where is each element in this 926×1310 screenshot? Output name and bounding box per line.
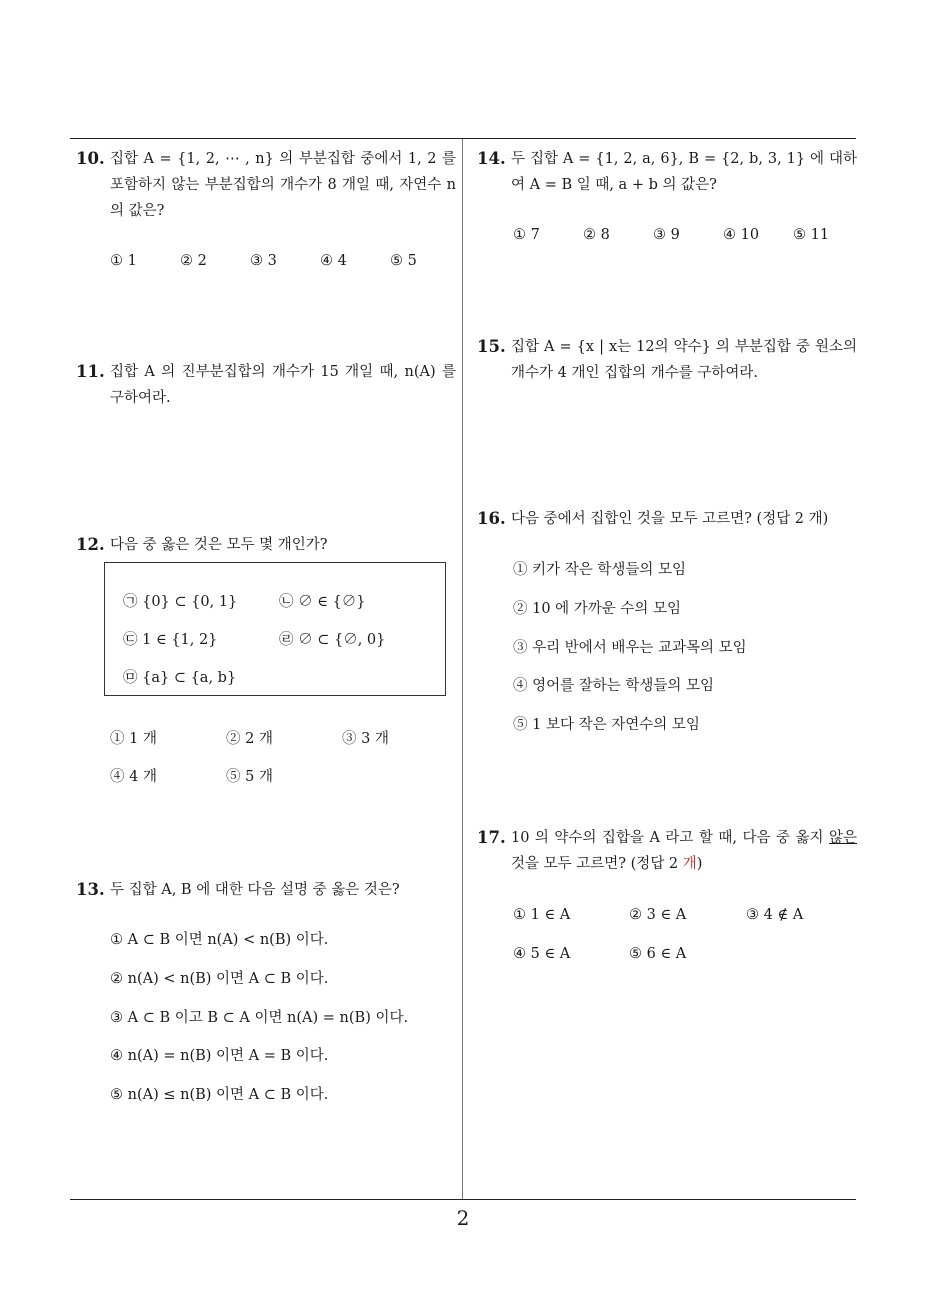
question-text: 집합 A = {x | x는 12의 약수} 의 부분집합 중 원소의 개수가 4 개인 집합의 개수를 구하여라. [511, 339, 857, 381]
question-text: 다음 중 옳은 것은 모두 몇 개인가? [110, 537, 328, 553]
choice-5[interactable]: ⑤ 5 개 [226, 769, 273, 785]
choice-3[interactable]: ③ 9 [653, 227, 680, 243]
question-13-choices [110, 929, 408, 1123]
question-text: 다음 중에서 집합인 것을 모두 고르면? (정답 2 개) [511, 511, 829, 527]
question-text: 두 집합 A, B 에 대한 다음 설명 중 옳은 것은? [110, 882, 400, 898]
question-number: 14. [477, 149, 506, 168]
choice-1[interactable]: ① 7 [513, 227, 540, 243]
statement-item: ㉢ 1 ∈ {1, 2} [123, 632, 218, 648]
question-text: 집합 A 의 진부분집합의 개수가 15 개일 때, n(A) 를 구하여라. [110, 364, 456, 406]
choice-4[interactable]: ④ 5 ∈ A [513, 946, 571, 962]
red-mark: 개 [682, 856, 697, 872]
question-number: 13. [76, 880, 105, 899]
choice-3[interactable]: ③ A ⊂ B 이고 B ⊂ A 이면 n(A) = n(B) 이다. [110, 1009, 409, 1026]
top-rule [70, 138, 856, 139]
question-number: 15. [477, 337, 506, 356]
choice-2[interactable]: ② 3 ∈ A [629, 907, 687, 923]
choice-1[interactable]: ① 1 개 [110, 731, 157, 747]
question-number: 10. [76, 149, 105, 168]
choice-4[interactable]: ④ 10 [723, 227, 760, 243]
statement-item: ㉣ ∅ ⊂ {∅, 0} [279, 632, 386, 648]
statement-item: ㉤ {a} ⊂ {a, b} [123, 670, 237, 686]
choice-1[interactable]: ① 1 ∈ A [513, 907, 571, 923]
statement-item: ㉡ ∅ ∈ {∅} [279, 594, 366, 610]
underlined-emphasis: 않은 [828, 830, 857, 846]
question-text-part: 10 의 약수의 집합을 A 라고 할 때, 다음 중 옳지 [511, 830, 829, 846]
page-number: 2 [456, 1206, 470, 1230]
question-number: 12. [76, 535, 105, 554]
choice-1[interactable]: ① 키가 작은 학생들의 모임 [513, 562, 687, 578]
question-16 [477, 506, 857, 532]
choice-1[interactable]: ① A ⊂ B 이면 n(A) < n(B) 이다. [110, 932, 329, 948]
choice-5[interactable]: ⑤ 11 [793, 227, 830, 243]
question-13 [76, 877, 456, 903]
choice-3[interactable]: ③ 4 ∉ A [746, 907, 804, 923]
question-17 [477, 825, 857, 877]
choice-5[interactable]: ⑤ 1 보다 작은 자연수의 모임 [513, 717, 700, 734]
question-text-part: 것을 모두 고르면? (정답 2 [511, 856, 683, 872]
choice-2[interactable]: ② n(A) < n(B) 이면 A ⊂ B 이다. [110, 970, 329, 987]
question-text [511, 825, 857, 877]
question-text-part: ) [696, 856, 703, 872]
choice-2[interactable]: ② 8 [583, 227, 610, 243]
choice-3[interactable]: ③ 우리 반에서 배우는 교과목의 모임 [513, 639, 747, 656]
choice-4[interactable]: ④ 영어를 잘하는 학생들의 모임 [513, 678, 715, 695]
choice-3[interactable]: ③ 3 [250, 253, 277, 269]
choice-5[interactable]: ⑤ 6 ∈ A [629, 946, 687, 962]
question-number: 16. [477, 509, 506, 528]
bottom-rule [70, 1199, 856, 1200]
column-divider [462, 139, 463, 1199]
choice-5[interactable]: ⑤ 5 [390, 253, 417, 269]
choice-2[interactable]: ② 2 개 [226, 731, 273, 747]
choice-2[interactable]: ② 2 [180, 253, 207, 269]
choice-1[interactable]: ① 1 [110, 253, 137, 269]
question-16-choices [513, 559, 747, 753]
statement-item: ㉠ {0} ⊂ {0, 1} [123, 594, 238, 610]
question-text: 집합 A = {1, 2, ⋯ , n} 의 부분집합 중에서 1, 2 를 포함하지 않는 부분집합의 개수가 8 개일 때, 자연수 n 의 값은? [110, 151, 456, 219]
choice-4[interactable]: ④ n(A) = n(B) 이면 A = B 이다. [110, 1048, 329, 1065]
choice-2[interactable]: ② 10 에 가까운 수의 모임 [513, 600, 682, 617]
question-11 [76, 359, 456, 411]
question-number: 17. [477, 828, 506, 847]
statement-box [104, 562, 446, 696]
question-number: 11. [76, 362, 105, 381]
choice-4[interactable]: ④ 4 [320, 253, 347, 269]
question-15 [477, 334, 857, 386]
choice-3[interactable]: ③ 3 개 [342, 731, 389, 747]
question-text: 두 집합 A = {1, 2, a, 6}, B = {2, b, 3, 1} 에 대하여 A = B 일 때, a + b 의 값은? [511, 151, 857, 193]
choice-4[interactable]: ④ 4 개 [110, 769, 157, 785]
choice-5[interactable]: ⑤ n(A) ≤ n(B) 이면 A ⊂ B 이다. [110, 1087, 329, 1104]
question-10 [76, 146, 456, 224]
question-14 [477, 146, 857, 198]
question-12 [76, 532, 456, 558]
